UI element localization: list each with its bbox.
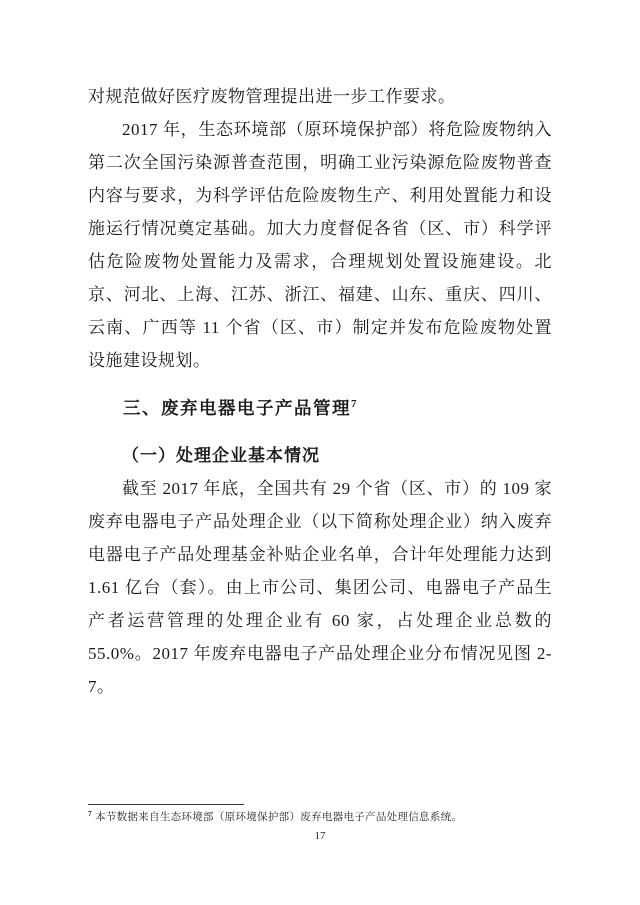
footnote-separator-rule [88,804,244,805]
subsection-heading: （一）处理企业基本情况 [122,446,320,465]
paragraph-hazardous-waste-census: 2017 年，生态环境部（原环境保护部）将危险废物纳入第二次全国污染源普查范围，明确工业污染源危险废物普查内容与要求，为科学评估危险废物生产、利用处置能力和设施运行情况奠定基础。加大力度督促各省（区、市）科学评估危险废物处置能力及需求，合理规划处置设施建设。北京、河北、上海、江苏、浙江、福建、山东、重庆、四川、云南、广西等 11 个省（区、市）制定并发布危险废物处置设施建设规划。 [88,120,552,370]
footnote [88,810,552,825]
section-heading-text: 三、废弃电器电子产品管理 [123,398,351,418]
section-heading-footnote-ref: 7 [351,398,357,411]
paragraph-processing-enterprises: 截至 2017 年底，全国共有 29 个省（区、市）的 109 家废弃电器电子产品处理企业（以下简称处理企业）纳入废弃电器电子产品处理基金补贴企业名单，合计年处理能力达到 1.61 亿台（套）。由上市公司、集团公司、电器电子产品生产者运营管理的处理企业有 60 家，占处理企业总数的 55.0%。2017 年废弃电器电子产品处理企业分布情况见图 2-7。 [88,479,552,696]
paragraph-medical-waste-continuation: 对规范做好医疗废物管理提出进一步工作要求。 [88,87,456,106]
footnote-area [88,804,552,842]
page-number: 17 [314,830,326,842]
footnote-text: 本节数据来自生态环境部（原环境保护部）废弃电器电子产品处理信息系统。 [95,812,463,823]
footnote-marker: 7 [88,808,93,818]
body-text-block [88,80,552,703]
section-heading [88,392,552,425]
